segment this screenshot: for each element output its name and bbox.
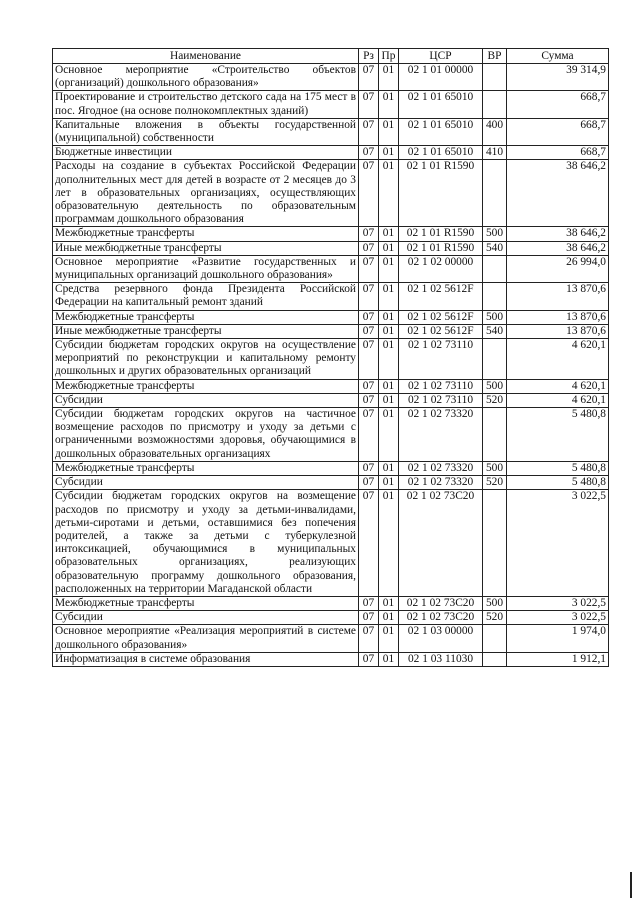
cell-rz: 07 (359, 611, 379, 625)
cell-vr: 500 (483, 227, 507, 241)
table-row (53, 255, 609, 282)
cell-rz: 07 (359, 324, 379, 338)
table-row (53, 652, 609, 666)
cell-vr: 500 (483, 310, 507, 324)
table-row (53, 160, 609, 227)
cell-pr: 01 (379, 227, 399, 241)
cell-vr: 500 (483, 596, 507, 610)
cell-vr (483, 91, 507, 118)
cell-vr (483, 283, 507, 310)
cell-sum: 668,7 (507, 91, 609, 118)
table-row (53, 227, 609, 241)
cell-pr: 01 (379, 476, 399, 490)
cell-rz: 07 (359, 255, 379, 282)
cell-rz: 07 (359, 118, 379, 145)
table-row (53, 461, 609, 475)
cell-pr: 01 (379, 118, 399, 145)
cell-vr: 540 (483, 324, 507, 338)
cell-csr: 02 1 02 5612F (399, 310, 483, 324)
cell-csr: 02 1 01 65010 (399, 91, 483, 118)
cell-vr: 520 (483, 476, 507, 490)
cell-csr: 02 1 02 73С20 (399, 490, 483, 597)
cell-pr: 01 (379, 461, 399, 475)
header-csr: ЦСР (399, 49, 483, 64)
cell-sum: 1 974,0 (507, 625, 609, 652)
cell-sum: 4 620,1 (507, 379, 609, 393)
table-row (53, 379, 609, 393)
cell-sum: 3 022,5 (507, 611, 609, 625)
cell-rz: 07 (359, 241, 379, 255)
cell-name: Межбюджетные трансферты (53, 596, 359, 610)
cell-csr: 02 1 03 00000 (399, 625, 483, 652)
header-vr: ВР (483, 49, 507, 64)
cell-name: Бюджетные инвестиции (53, 146, 359, 160)
cell-vr (483, 490, 507, 597)
cell-csr: 02 1 02 73320 (399, 461, 483, 475)
header-pr: Пр (379, 49, 399, 64)
cell-vr (483, 64, 507, 91)
cell-name: Иные межбюджетные трансферты (53, 324, 359, 338)
cell-name: Информатизация в системе образования (53, 652, 359, 666)
cell-vr: 520 (483, 393, 507, 407)
table-row (53, 64, 609, 91)
cell-csr: 02 1 02 73320 (399, 476, 483, 490)
cell-sum: 26 994,0 (507, 255, 609, 282)
cell-name: Межбюджетные трансферты (53, 461, 359, 475)
table-row (53, 146, 609, 160)
cell-rz: 07 (359, 91, 379, 118)
cell-sum: 4 620,1 (507, 393, 609, 407)
cell-name: Межбюджетные трансферты (53, 227, 359, 241)
cell-name: Основное мероприятие «Строительство объектов (организаций) дошкольного образования» (53, 64, 359, 91)
cell-name: Субсидии бюджетам городских округов на частичное возмещение расходов по присмотру и уходу за детьми с ограниченными возможностями здоровья, обучающимися в дошкольных образовательных организациях (53, 408, 359, 462)
cell-name: Основное мероприятие «Реализация мероприятий в системе дошкольного образования» (53, 625, 359, 652)
cell-rz: 07 (359, 379, 379, 393)
cell-csr: 02 1 03 11030 (399, 652, 483, 666)
cell-name: Субсидии (53, 611, 359, 625)
table-header (53, 49, 609, 64)
cell-pr: 01 (379, 393, 399, 407)
table-row (53, 596, 609, 610)
cell-rz: 07 (359, 310, 379, 324)
table-row (53, 310, 609, 324)
cell-csr: 02 1 02 00000 (399, 255, 483, 282)
table-row (53, 625, 609, 652)
cell-pr: 01 (379, 283, 399, 310)
table-row (53, 118, 609, 145)
cell-vr (483, 408, 507, 462)
cell-rz: 07 (359, 393, 379, 407)
table-body (53, 64, 609, 667)
cell-csr: 02 1 02 73110 (399, 393, 483, 407)
cell-name: Иные межбюджетные трансферты (53, 241, 359, 255)
cell-rz: 07 (359, 596, 379, 610)
cell-vr: 500 (483, 379, 507, 393)
cell-pr: 01 (379, 339, 399, 380)
cell-rz: 07 (359, 652, 379, 666)
table-row (53, 611, 609, 625)
cell-rz: 07 (359, 146, 379, 160)
cell-sum: 5 480,8 (507, 408, 609, 462)
cell-name: Субсидии (53, 393, 359, 407)
cell-name: Средства резервного фонда Президента Российской Федерации на капитальный ремонт зданий (53, 283, 359, 310)
cell-sum: 38 646,2 (507, 227, 609, 241)
cell-rz: 07 (359, 625, 379, 652)
header-name: Наименование (53, 49, 359, 64)
cell-sum: 668,7 (507, 118, 609, 145)
cell-csr: 02 1 02 73С20 (399, 596, 483, 610)
cell-rz: 07 (359, 227, 379, 241)
cell-vr (483, 255, 507, 282)
cell-sum: 38 646,2 (507, 160, 609, 227)
cell-vr: 520 (483, 611, 507, 625)
cell-csr: 02 1 01 R1590 (399, 241, 483, 255)
cell-rz: 07 (359, 64, 379, 91)
cell-name: Межбюджетные трансферты (53, 379, 359, 393)
cell-vr: 540 (483, 241, 507, 255)
cell-pr: 01 (379, 490, 399, 597)
cell-name: Расходы на создание в субъектах Российской Федерации дополнительных мест для детей в возрасте от 2 месяцев до 3 лет в образовательных организациях, осуществляющих образовательную деятельность по образовательным программам дошкольного образования (53, 160, 359, 227)
cell-vr: 500 (483, 461, 507, 475)
table-row (53, 283, 609, 310)
cell-pr: 01 (379, 625, 399, 652)
cell-rz: 07 (359, 160, 379, 227)
cell-sum: 13 870,6 (507, 310, 609, 324)
cell-pr: 01 (379, 611, 399, 625)
cell-csr: 02 1 02 73110 (399, 379, 483, 393)
cell-sum: 4 620,1 (507, 339, 609, 380)
cell-vr (483, 652, 507, 666)
cell-rz: 07 (359, 408, 379, 462)
table-row (53, 241, 609, 255)
cell-pr: 01 (379, 652, 399, 666)
cell-csr: 02 1 02 5612F (399, 283, 483, 310)
header-sum: Сумма (507, 49, 609, 64)
cell-name: Субсидии бюджетам городских округов на возмещение расходов по присмотру и уходу за детьми-инвалидами, детьми-сиротами и детьми, оставшимися без попечения родителей, а также за детьми с туберкулезной интоксикацией, обучающимися в муниципальных образовательных организациях, реализующих образовательную программу дошкольного образования, расположенных на территории Магаданской области (53, 490, 359, 597)
cell-rz: 07 (359, 283, 379, 310)
cell-rz: 07 (359, 476, 379, 490)
cell-name: Проектирование и строительство детского сада на 175 мест в пос. Ягодное (на основе полнокомплектных зданий) (53, 91, 359, 118)
header-row (53, 49, 609, 64)
cell-vr (483, 625, 507, 652)
cell-pr: 01 (379, 241, 399, 255)
cell-rz: 07 (359, 490, 379, 597)
cell-csr: 02 1 02 73320 (399, 408, 483, 462)
cell-sum: 3 022,5 (507, 490, 609, 597)
table-row (53, 91, 609, 118)
cell-pr: 01 (379, 146, 399, 160)
cell-csr: 02 1 01 R1590 (399, 227, 483, 241)
cell-csr: 02 1 02 73С20 (399, 611, 483, 625)
cell-pr: 01 (379, 596, 399, 610)
cell-sum: 39 314,9 (507, 64, 609, 91)
table-row (53, 324, 609, 338)
cell-sum: 13 870,6 (507, 324, 609, 338)
cell-csr: 02 1 01 R1590 (399, 160, 483, 227)
scan-edge-mark (630, 872, 632, 898)
cell-pr: 01 (379, 91, 399, 118)
table-row (53, 476, 609, 490)
cell-csr: 02 1 02 5612F (399, 324, 483, 338)
cell-pr: 01 (379, 379, 399, 393)
cell-sum: 5 480,8 (507, 476, 609, 490)
cell-csr: 02 1 01 65010 (399, 146, 483, 160)
cell-vr: 400 (483, 118, 507, 145)
cell-name: Капитальные вложения в объекты государственной (муниципальной) собственности (53, 118, 359, 145)
table-row (53, 408, 609, 462)
cell-sum: 1 912,1 (507, 652, 609, 666)
cell-sum: 38 646,2 (507, 241, 609, 255)
table-row (53, 490, 609, 597)
cell-name: Основное мероприятие «Развитие государственных и муниципальных организаций дошкольного образования» (53, 255, 359, 282)
cell-vr (483, 160, 507, 227)
cell-pr: 01 (379, 324, 399, 338)
cell-sum: 668,7 (507, 146, 609, 160)
cell-csr: 02 1 01 00000 (399, 64, 483, 91)
table-row (53, 339, 609, 380)
cell-pr: 01 (379, 408, 399, 462)
cell-sum: 13 870,6 (507, 283, 609, 310)
cell-pr: 01 (379, 310, 399, 324)
table-row (53, 393, 609, 407)
budget-table (52, 48, 609, 667)
cell-rz: 07 (359, 339, 379, 380)
cell-pr: 01 (379, 160, 399, 227)
cell-pr: 01 (379, 255, 399, 282)
cell-vr: 410 (483, 146, 507, 160)
cell-csr: 02 1 02 73110 (399, 339, 483, 380)
header-rz: Рз (359, 49, 379, 64)
cell-csr: 02 1 01 65010 (399, 118, 483, 145)
cell-name: Межбюджетные трансферты (53, 310, 359, 324)
cell-name: Субсидии бюджетам городских округов на осуществление мероприятий по реконструкции и капитальному ремонту дошкольных и других образовательных организаций (53, 339, 359, 380)
cell-sum: 5 480,8 (507, 461, 609, 475)
cell-sum: 3 022,5 (507, 596, 609, 610)
cell-name: Субсидии (53, 476, 359, 490)
cell-pr: 01 (379, 64, 399, 91)
cell-vr (483, 339, 507, 380)
cell-rz: 07 (359, 461, 379, 475)
